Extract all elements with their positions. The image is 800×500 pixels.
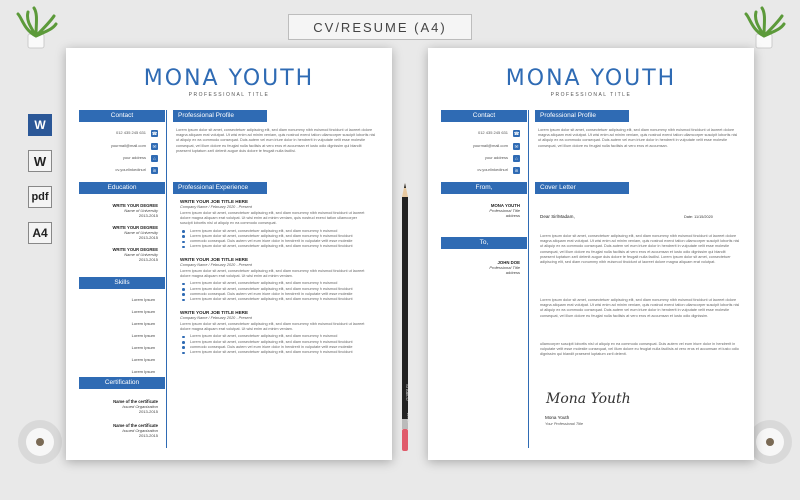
recipient-name: JOHN DOE — [497, 260, 520, 265]
word-file-icon: W — [28, 114, 52, 136]
skills-header: Skills — [79, 277, 165, 289]
contact-email — [448, 143, 520, 151]
school: Name of University — [124, 208, 158, 213]
job-title: WRITE YOUR JOB TITLE HERE — [180, 310, 249, 315]
education-header: Education — [79, 182, 165, 194]
job-bullet: Lorem ipsum dolor sit amet, consectetuer adipiscing elit, sed diam nonummy h euismod tincidunt — [190, 287, 370, 292]
contact-header: Contact — [441, 110, 527, 122]
from-header: From, — [441, 182, 527, 194]
pencil-grade: 2H 5K — [406, 413, 410, 423]
phone-icon: ☎ — [513, 131, 520, 136]
profile-text: Lorem ipsum dolor sit amet, consectetuer adipiscing elit, sed diam nonummy nibh euismod tincidunt ut laoreet dolore magna aliquam erat volutpat. Ut wisi enim ad minim veniam, quis nostrud exerci tation ullamcorper suscipit lobortis nisl ut aliquip ex ea commodo consequat. Duis autem vel eum iriure dolor in hendrerit in vulputate velit esse molestie consequat, vel illum dolore eu feugiat nulla facilisis at vero eros et accumsan. — [538, 128, 738, 148]
cover-name: MONA YOUTH — [505, 66, 677, 91]
phone-text: 012 435 245 631 — [115, 130, 146, 135]
recipient-address: address — [505, 270, 520, 275]
job-bullet: Lorem ipsum dolor sit amet, consectetuer adipiscing elit, sed diam nonummy h euismod tincidunt — [190, 244, 370, 249]
signer-name: Mona Youth — [545, 415, 570, 420]
resume-page — [66, 48, 392, 460]
letter-paragraph: ullamcorper suscipit lobortis nisl ut aliquip ex ea commodo consequat. Duis autem vel eum iriure dolor in hendrerit in vulputate velit esse molestie consequat, vel illum dolore eu feugiat nulla facilisis at vero eros et accumsan et iusto odio dignissim qui blandit praesent luptatum zzril delenit. — [540, 342, 739, 357]
education-entry — [80, 247, 158, 262]
job-company: Company Name / February 2020 - Present — [180, 316, 252, 320]
skill-item: Lorem Ipsum — [131, 345, 155, 350]
education-entry — [80, 203, 158, 218]
job-bullet: Lorem ipsum dolor sit amet, consectetuer adipiscing elit, sed diam nonummy h euismod — [190, 334, 370, 339]
sender-title: Professional Title — [489, 208, 520, 213]
certification-entry — [80, 423, 158, 438]
word-format-icon: W — [28, 150, 52, 172]
job-company: Company Name / February 2020 - Present — [180, 263, 252, 267]
skill-item: Lorem Ipsum — [131, 321, 155, 326]
certificate-org: Issued Organization — [122, 428, 158, 433]
degree: WRITE YOUR DEGREE — [112, 247, 158, 252]
pencil-brand: STABILO — [405, 383, 410, 401]
job-bullets — [180, 229, 370, 250]
resume-professional-title: PROFESSIONAL TITLE — [188, 92, 270, 98]
job-bullet: Lorem ipsum dolor sit amet, consectetuer adipiscing elit, sed diam nonummy h euismod tincidunt — [190, 350, 370, 355]
contact-linkedin — [86, 167, 158, 175]
degree: WRITE YOUR DEGREE — [112, 225, 158, 230]
contact-linkedin — [448, 167, 520, 175]
certificate-name: Name of the certificate — [113, 423, 158, 428]
contact-address — [86, 155, 158, 163]
job-title: WRITE YOUR JOB TITLE HERE — [180, 257, 249, 262]
certification-entry — [80, 399, 158, 414]
location-icon: ⌂ — [151, 155, 158, 162]
job-entry — [180, 310, 370, 355]
job-company: Company Name / February 2020 - Present — [180, 205, 252, 209]
job-title: WRITE YOUR JOB TITLE HERE — [180, 199, 249, 204]
job-bullets — [180, 334, 370, 355]
letter-paragraph: Lorem ipsum dolor sit amet, consectetuer adipiscing elit, sed diam nonummy nibh euismod tincidunt ut laoreet dolore magna aliquam erat volutpat. Ut wisi enim ad minim veniam, quis nostrud exerci tation ullamcorper suscipit lobortis nisl ut aliquip ex ea commodo consequat. Duis autem vel eum iriure dolor in hendrerit in vulputate velit esse molestie consequat, vel illum dolore eu feugiat nulla facilisis at vero eros et accumsan et iusto odio dignissim. — [540, 298, 740, 318]
school: Name of University — [124, 252, 158, 257]
contact-address — [448, 155, 520, 163]
skill-item: Lorem Ipsum — [131, 333, 155, 338]
skill-item: Lorem Ipsum — [131, 309, 155, 314]
sender-block — [442, 203, 520, 218]
certificate-years: 2013-2015 — [138, 433, 158, 438]
job-entry — [180, 199, 370, 249]
degree: WRITE YOUR DEGREE — [112, 203, 158, 208]
job-bullet: Lorem ipsum dolor sit amet, consectetuer adipiscing elit, sed diam nonummy h euismod — [190, 281, 370, 286]
job-description: Lorem ipsum dolor sit amet, consectetuer adipiscing elit, sed diam nonummy nibh euismod tincidunt ut laoreet dolore magna aliquam erat volutpat. Ut wisi enim ad minim veniam. — [180, 269, 365, 279]
divider-line — [528, 110, 529, 448]
job-description: Lorem ipsum dolor sit amet, consectetuer adipiscing elit, sed diam nonummy nibh euismod tincidunt ut laoreet dolore magna aliquam erat volutpat. Ut wisi enim ad minim veniam, quis nostrud exerci tation ullamcorper suscipit lobortis nisl ut aliquip ex ea commodo consequat. — [180, 211, 365, 226]
years: 2013-2015 — [138, 257, 158, 262]
certification-header: Certification — [79, 377, 165, 389]
job-bullet: Lorem ipsum dolor sit amet, consectetuer adipiscing elit, sed diam nonummy h euismod — [190, 229, 370, 234]
profile-header: Professional Profile — [173, 110, 267, 122]
education-entry — [80, 225, 158, 240]
sender-name: MONA YOUTH — [490, 203, 520, 208]
skill-item: Lorem Ipsum — [131, 369, 155, 374]
cover-letter-page — [428, 48, 754, 460]
address-text: your address — [484, 155, 508, 160]
email-icon: ✉ — [152, 144, 157, 149]
divider-line — [166, 110, 167, 448]
signature: Mona Youth — [546, 391, 631, 407]
to-header: To, — [441, 237, 527, 249]
job-bullet: Lorem ipsum dolor sit amet, consectetuer adipiscing elit, sed diam nonummy h euismod tincidunt — [190, 297, 370, 302]
letter-date: Date: 11/15/2020 — [684, 215, 713, 219]
phone-text: 012 435 245 631 — [477, 130, 508, 135]
email-icon: ✉ — [514, 144, 519, 149]
certificate-org: Issued Organization — [122, 404, 158, 409]
resume-name: MONA YOUTH — [143, 66, 315, 91]
job-description: Lorem ipsum dolor sit amet, consectetuer adipiscing elit, sed diam nonummy nibh euismod tincidunt ut laoreet dolore magna aliquam erat volutpat. Ut wisi enim ad minim veniam. — [180, 322, 365, 332]
job-bullet: commodo consequat. Duis autem vel eum iriure dolor in hendrerit in vulputate velit esse molestie — [190, 239, 370, 244]
cotton-decoration-left — [10, 412, 70, 472]
job-bullet: Lorem ipsum dolor sit amet, consectetuer adipiscing elit, sed diam nonummy h euismod tincidunt — [190, 340, 370, 345]
greeting: Dear Sir/Madam, — [540, 214, 575, 219]
cover-professional-title: PROFESSIONAL TITLE — [550, 92, 632, 98]
skill-item: Lorem Ipsum — [131, 297, 155, 302]
contact-email — [86, 143, 158, 151]
recipient-title: Professional Title — [489, 265, 520, 270]
skill-item: Lorem Ipsum — [131, 357, 155, 362]
school: Name of University — [124, 230, 158, 235]
plant-decoration-left — [14, 6, 58, 50]
linkedin-icon: in — [514, 168, 519, 173]
email-text: yourmail@mail.com — [110, 143, 146, 148]
letter-paragraph: Lorem ipsum dolor sit amet, consectetuer adipiscing elit, sed diam nonummy nibh euismod tincidunt ut laoreet dolore magna aliquam erat volutpat. Ut wisi enim ad minim veniam, quis nostrud exerci tation ullamcorper suscipit lobortis nisl ut aliquip ex ea commodo consequat. Duis autem vel eum iriure dolor in hendrerit in vulputate velit esse molestie consequat, vel illum dolore eu feugiat nulla facilisis at vero eros et accumsan et iusto odio dignissim qui blandit praesent luptatum zzril delenit augue duis dolore te feugait nulla facilisi. Lorem ipsum dolor sit amet, consectetuer adipiscing elit, sed diam nonummy nibh euismod tincidunt ut laoreet dolore magna aliquam erat volutpat. — [540, 234, 740, 265]
plant-decoration-right — [742, 6, 786, 50]
contact-phone — [448, 130, 520, 138]
job-bullet: Lorem ipsum dolor sit amet, consectetuer adipiscing elit, sed diam nonummy h euismod tincidunt — [190, 234, 370, 239]
sender-address: address — [505, 213, 520, 218]
address-text: your address — [122, 155, 146, 160]
job-entry — [180, 257, 370, 302]
location-icon: ⌂ — [513, 155, 520, 162]
pdf-format-icon: pdf — [28, 186, 52, 208]
signer-title: Your Professional Title — [545, 422, 583, 426]
profile-header: Professional Profile — [535, 110, 629, 122]
product-banner: CV/RESUME (A4) — [288, 14, 472, 40]
a4-format-icon: A4 — [28, 222, 52, 244]
contact-header: Contact — [79, 110, 165, 122]
profile-text: Lorem ipsum dolor sit amet, consectetuer adipiscing elit, sed diam nonummy nibh euismod tincidunt ut laoreet dolore magna aliquam erat volutpat. Ut wisi enim ad minim veniam, quis nostrud exerci tation ullamcorper suscipit lobortis nisl ut aliquip ex ea commodo consequat. Duis autem vel eum iriure dolor in hendrerit in vulputate velit esse molestie consequat, vel illum dolore eu feugiat nulla facilisis at vero eros et accumsan et iusto odio dignissim qui blandit praesent luptatum zzril delenit augue duis dolore te feugait nulla facilisi. — [176, 128, 376, 153]
email-text: yourmail@mail.com — [472, 143, 508, 148]
job-bullets — [180, 281, 370, 302]
job-bullet: commodo consequat. Duis autem vel eum iriure dolor in hendrerit in vulputate velit esse molestie — [190, 292, 370, 297]
recipient-block — [442, 260, 520, 275]
cover-letter-header: Cover Letter — [535, 182, 629, 194]
linkedin-icon: in — [152, 168, 157, 173]
experience-header: Professional Experience — [173, 182, 267, 194]
phone-icon: ☎ — [151, 131, 158, 136]
linkedin-text: cv.yourlinkedinurl — [477, 167, 508, 172]
certificate-years: 2013-2015 — [138, 409, 158, 414]
linkedin-text: cv.yourlinkedinurl — [115, 167, 146, 172]
years: 2013-2015 — [138, 213, 158, 218]
years: 2013-2015 — [138, 235, 158, 240]
job-bullet: commodo consequat. Duis autem vel eum iriure dolor in hendrerit in vulputate velit esse molestie — [190, 345, 370, 350]
contact-phone — [86, 130, 158, 138]
certificate-name: Name of the certificate — [113, 399, 158, 404]
